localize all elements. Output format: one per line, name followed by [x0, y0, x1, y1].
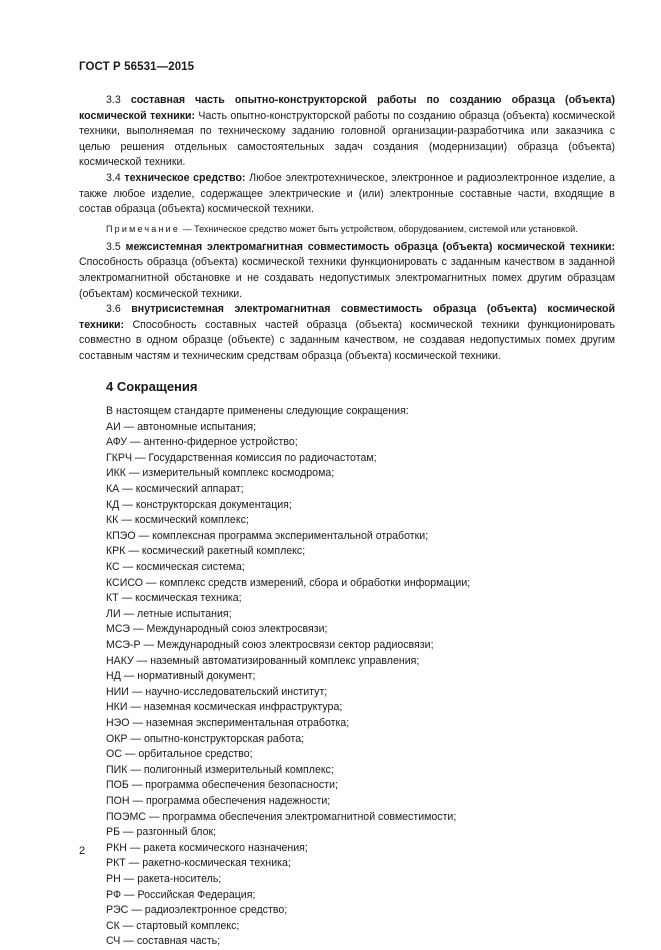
abbreviation-item: СЧ — составная часть;	[106, 935, 221, 948]
abbreviation-item: АИ — автономные испытания;	[106, 420, 257, 433]
abbreviation-item: НЭО — наземная экспериментальная отработка;	[106, 716, 350, 729]
abbreviation-item: ОС — орбитальное средство;	[106, 748, 253, 761]
abbreviation-item: ПИК — полигонный измерительный комплекс;	[106, 763, 334, 776]
abbreviation-item: РФ — Российская Федерация;	[106, 888, 256, 901]
abbreviation-item: НАКУ — наземный автоматизированный комплекс управления;	[106, 654, 420, 667]
definition-number: 3.5	[106, 240, 121, 253]
abbreviation-item: РБ — разгонный блок;	[106, 826, 217, 839]
definition-term: составная часть опытно-конструкторской работы по созданию образца (объекта) космической техники:	[79, 94, 615, 122]
abbreviation-item: ПОЭМС — программа обеспечения электромагнитной совместимости;	[106, 810, 457, 823]
document-header: ГОСТ Р 56531—2015	[79, 61, 195, 73]
definition-number: 3.4	[106, 171, 121, 184]
definition-3-5	[79, 240, 615, 302]
abbreviation-item: РЭС — радиоэлектронное средство;	[106, 904, 288, 917]
abbreviation-item: КК — космический комплекс;	[106, 514, 249, 527]
definition-number: 3.3	[106, 94, 121, 106]
abbreviation-item: ИКК — измерительный комплекс космодрома;	[106, 467, 335, 480]
abbreviation-item: НИИ — научно-исследовательский институт;	[106, 685, 328, 698]
definition-term: техническое средство:	[124, 171, 246, 184]
abbreviation-item: АФУ — антенно-фидерное устройство;	[106, 436, 298, 449]
abbreviation-item: РН — ракета-носитель;	[106, 872, 222, 885]
definition-3-4	[79, 171, 615, 218]
abbreviation-item: ЛИ — летные испытания;	[106, 607, 232, 620]
section-title: 4 Сокращения	[106, 378, 198, 394]
definition-number: 3.6	[106, 303, 121, 316]
note	[79, 222, 615, 236]
definition-text: Часть опытно-конструкторской работы по созданию образца (объекта) космической техники, выполняемая по техническому заданию головной организации-разработчика или заказчика с целью решения отдельных самостоятельных задач создания (модернизации) образца (объекта) космической техники.	[79, 109, 615, 169]
abbreviations-intro: В настоящем стандарте применены следующие сокращения:	[106, 405, 409, 418]
abbreviation-item: ПОБ — программа обеспечения безопасности;	[106, 779, 338, 792]
abbreviation-item: СК — стартовый комплекс;	[106, 919, 240, 932]
definition-term: внутрисистемная электромагнитная совместимость образца (объекта) космической техники:	[79, 303, 615, 331]
abbreviation-item: КА — космический аппарат;	[106, 483, 244, 496]
abbreviations-list	[79, 420, 615, 950]
abbreviation-item: КС — космическая система;	[106, 561, 245, 574]
note-text: Техническое средство может быть устройством, оборудованием, системой или установкой.	[194, 223, 578, 234]
abbreviation-item: РКН — ракета космического назначения;	[106, 841, 308, 854]
abbreviation-item: РКТ — ракетно-космическая техника;	[106, 857, 291, 870]
abbreviation-item: ОКР — опытно-конструкторская работа;	[106, 732, 305, 745]
abbreviation-item: КТ — космическая техника;	[106, 592, 242, 605]
note-label: Примечание	[106, 223, 181, 234]
abbreviation-item: КД — конструкторская документация;	[106, 498, 292, 511]
page-content	[79, 93, 615, 950]
note-dash: —	[182, 223, 192, 234]
abbreviation-item: МСЭ — Международный союз электросвязи;	[106, 623, 328, 636]
abbreviation-item: ГКРЧ — Государственная комиссия по радиочастотам;	[106, 451, 377, 464]
page-number: 2	[79, 845, 86, 857]
abbreviation-item: НД — нормативный документ;	[106, 670, 256, 683]
abbreviation-item: МСЭ-Р — Международный союз электросвязи сектор радиосвязи;	[106, 639, 434, 651]
abbreviation-item: КПЭО — комплексная программа экспериментальной отработки;	[106, 529, 429, 542]
definition-3-6	[79, 302, 615, 364]
definition-text: Любое электротехническое, электронное и радиоэлектронное изделие, а также любое изделие, содержащее электрические и (или) электронные составные части, входящие в состав образца (объекта) космической техники.	[79, 171, 616, 216]
definition-3-3	[79, 93, 615, 171]
definition-text: Способность составных частей образца (объекта) космической техники функционировать совместно в одном образце (объекте) с заданным качеством, не создавая недопустимых помех другим составным частям и техническим средствам образца (объекта) космической техники.	[79, 318, 615, 362]
abbreviation-item: КРК — космический ракетный комплекс;	[106, 545, 306, 558]
definition-term: межсистемная электромагнитная совместимость образца (объекта) космической техники:	[125, 240, 615, 253]
abbreviation-item: НКИ — наземная космическая инфраструктура;	[106, 701, 343, 714]
definition-text: Способность образца (объекта) космической техники функционировать с заданным качеством в заданной электромагнитной обстановке и не создавать недопустимых электромагнитных помех другим образцам (объектам) космической техники.	[79, 256, 615, 300]
abbreviation-item: КСИСО — комплекс средств измерений, сбора и обработки информации;	[106, 576, 471, 589]
abbreviation-item: ПОН — программа обеспечения надежности;	[106, 794, 331, 807]
